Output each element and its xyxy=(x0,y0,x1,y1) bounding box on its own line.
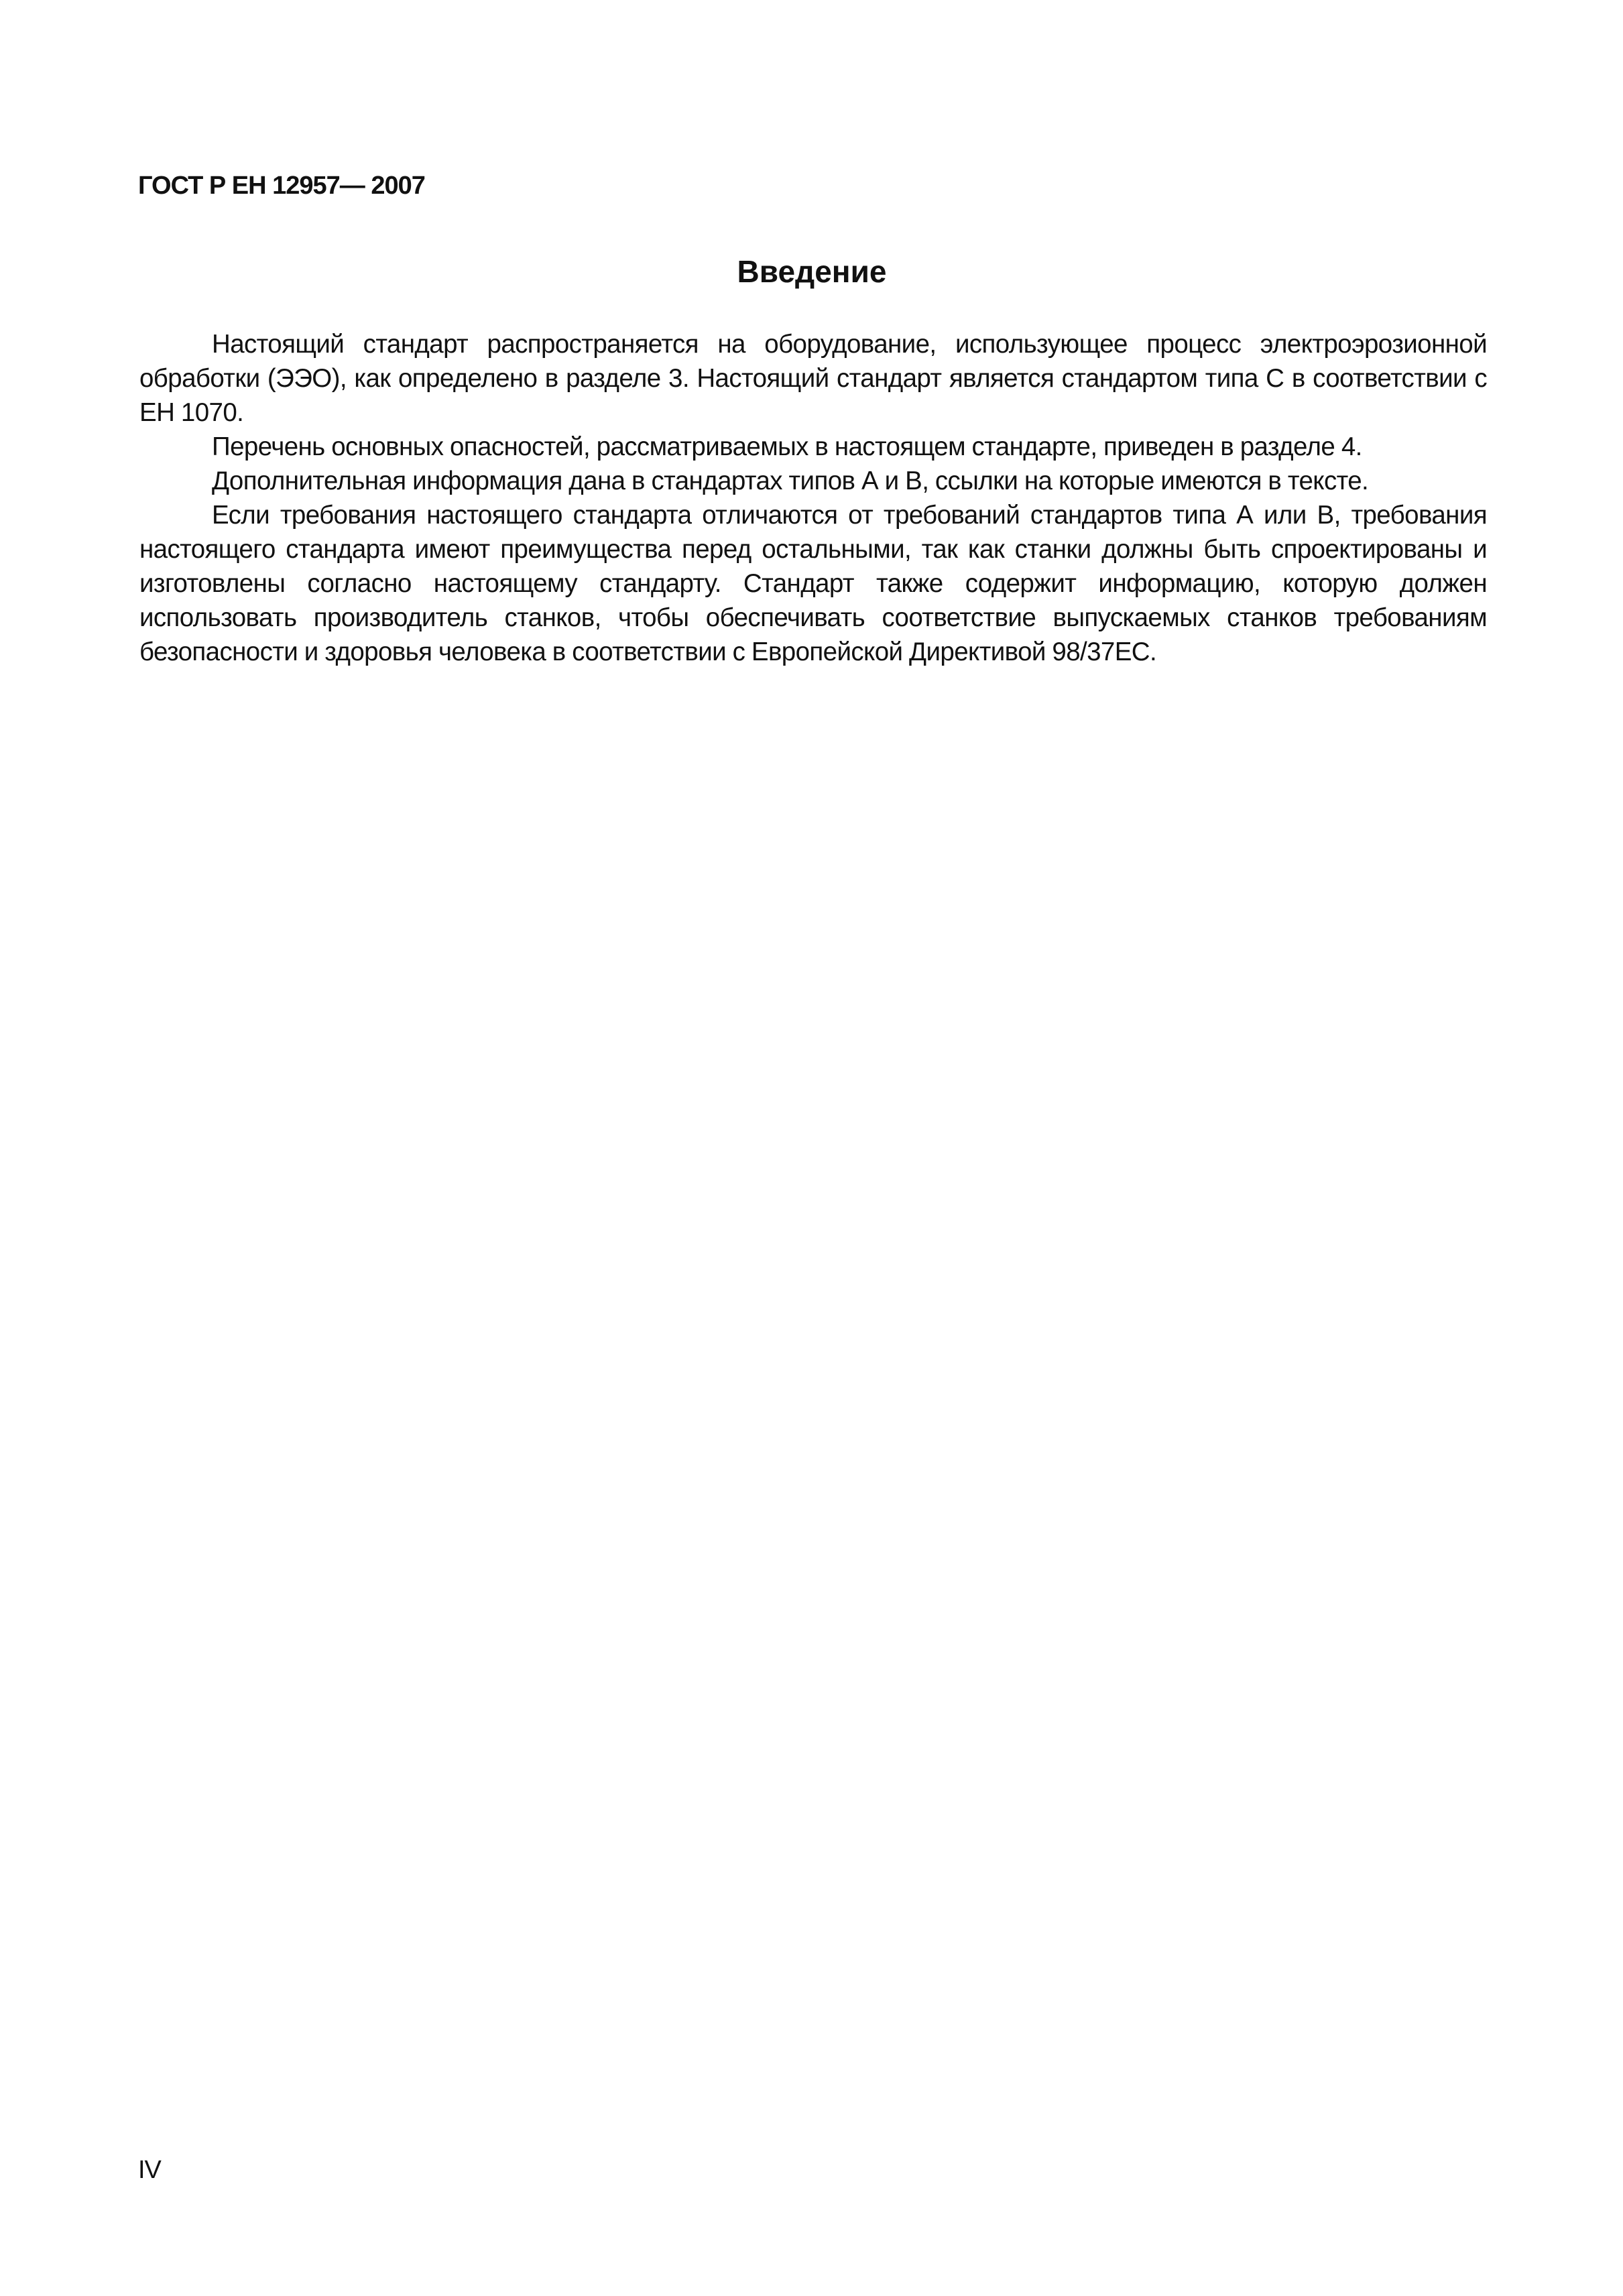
introduction-paragraph-2: Перечень основных опасностей, рассматриваемых в настоящем стандарте, приведен в разделе 4. xyxy=(212,432,1362,461)
introduction-body xyxy=(139,327,1487,669)
introduction-paragraph-3: Дополнительная информация дана в стандартах типов А и В, ссылки на которые имеются в тексте. xyxy=(212,467,1369,495)
introduction-paragraph-1: Настоящий стандарт распространяется на оборудование, использующее процесс электроэрозионной обработки (ЭЭО), как определено в разделе 3. Настоящий стандарт является стандартом типа С в соответствии с ЕН 1070. xyxy=(139,330,1487,427)
introduction-title: Введение xyxy=(737,254,887,289)
introduction-paragraph-4: Если требования настоящего стандарта отличаются от требований стандартов типа А или В, требования настоящего стандарта имеют преимущества перед остальными, так как станки должны быть спроектированы и изготовлены согласно настоящему стандарту. Стандарт также содержит информацию, которую должен использовать производитель станков, чтобы обеспечивать соответствие выпускаемых станков требованиям безопасности и здоровья человека в соответствии с Европейской Директивой 98/37ЕС. xyxy=(139,501,1487,666)
document-header: ГОСТ Р ЕН 12957— 2007 xyxy=(138,172,425,200)
page-number: IV xyxy=(138,2156,161,2184)
